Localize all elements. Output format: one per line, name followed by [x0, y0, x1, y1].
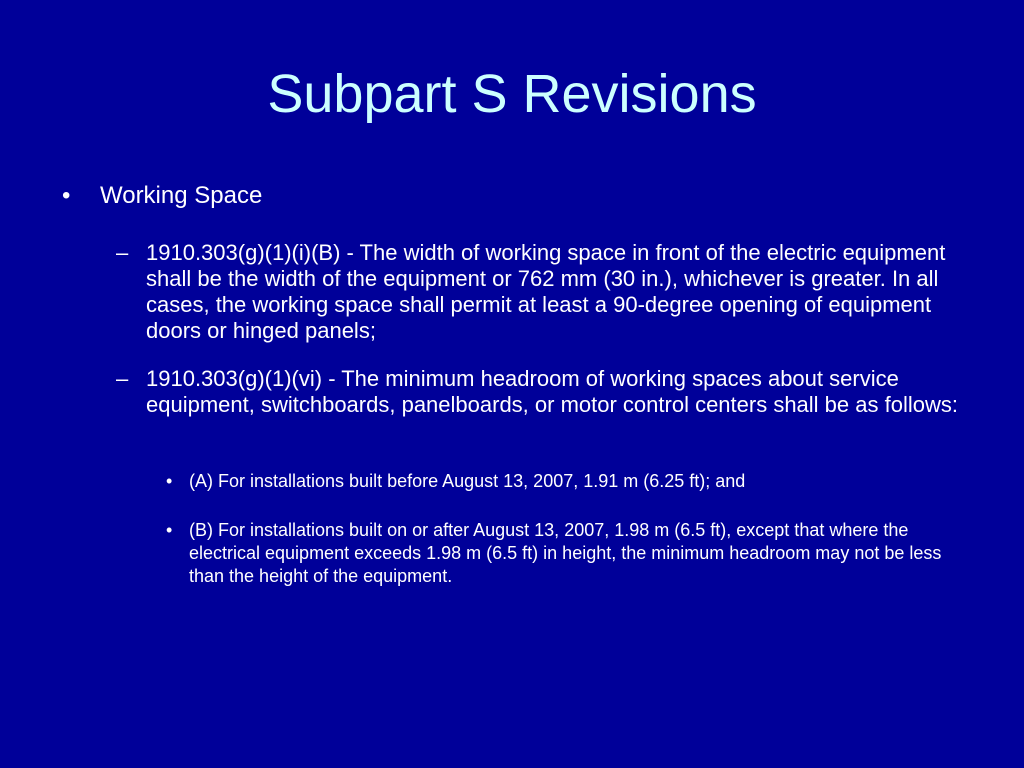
bullet-marker: •	[166, 520, 173, 540]
bullet-marker: •	[166, 471, 173, 491]
subsubbullet-installations-before: (A) For installations built before August 13, 2007, 1.91 m (6.25 ft); and	[189, 471, 746, 491]
subbullet-headroom-requirement: 1910.303(g)(1)(vi) - The minimum headroom of working spaces about service equipment, switchboards, panelboards, or motor control centers shall be as follows:	[146, 366, 958, 417]
dash-marker: –	[116, 366, 129, 391]
dash-marker: –	[116, 240, 129, 265]
bullet-working-space: Working Space	[100, 182, 263, 209]
subbullet-width-requirement: 1910.303(g)(1)(i)(B) - The width of working space in front of the electric equipment shall be the width of the equipment or 762 mm (30 in.), whichever is greater. In all cases, the working space shall permit at least a 90-degree opening of equipment doors or hinged panels;	[146, 240, 946, 343]
slide-title: Subpart S Revisions	[267, 64, 757, 124]
bullet-marker: •	[62, 182, 71, 209]
subsubbullet-installations-after: (B) For installations built on or after August 13, 2007, 1.98 m (6.5 ft), except that where the electrical equipment exceeds 1.98 m (6.5 ft) in height, the minimum headroom may not be less than the height of the equipment.	[189, 520, 942, 586]
